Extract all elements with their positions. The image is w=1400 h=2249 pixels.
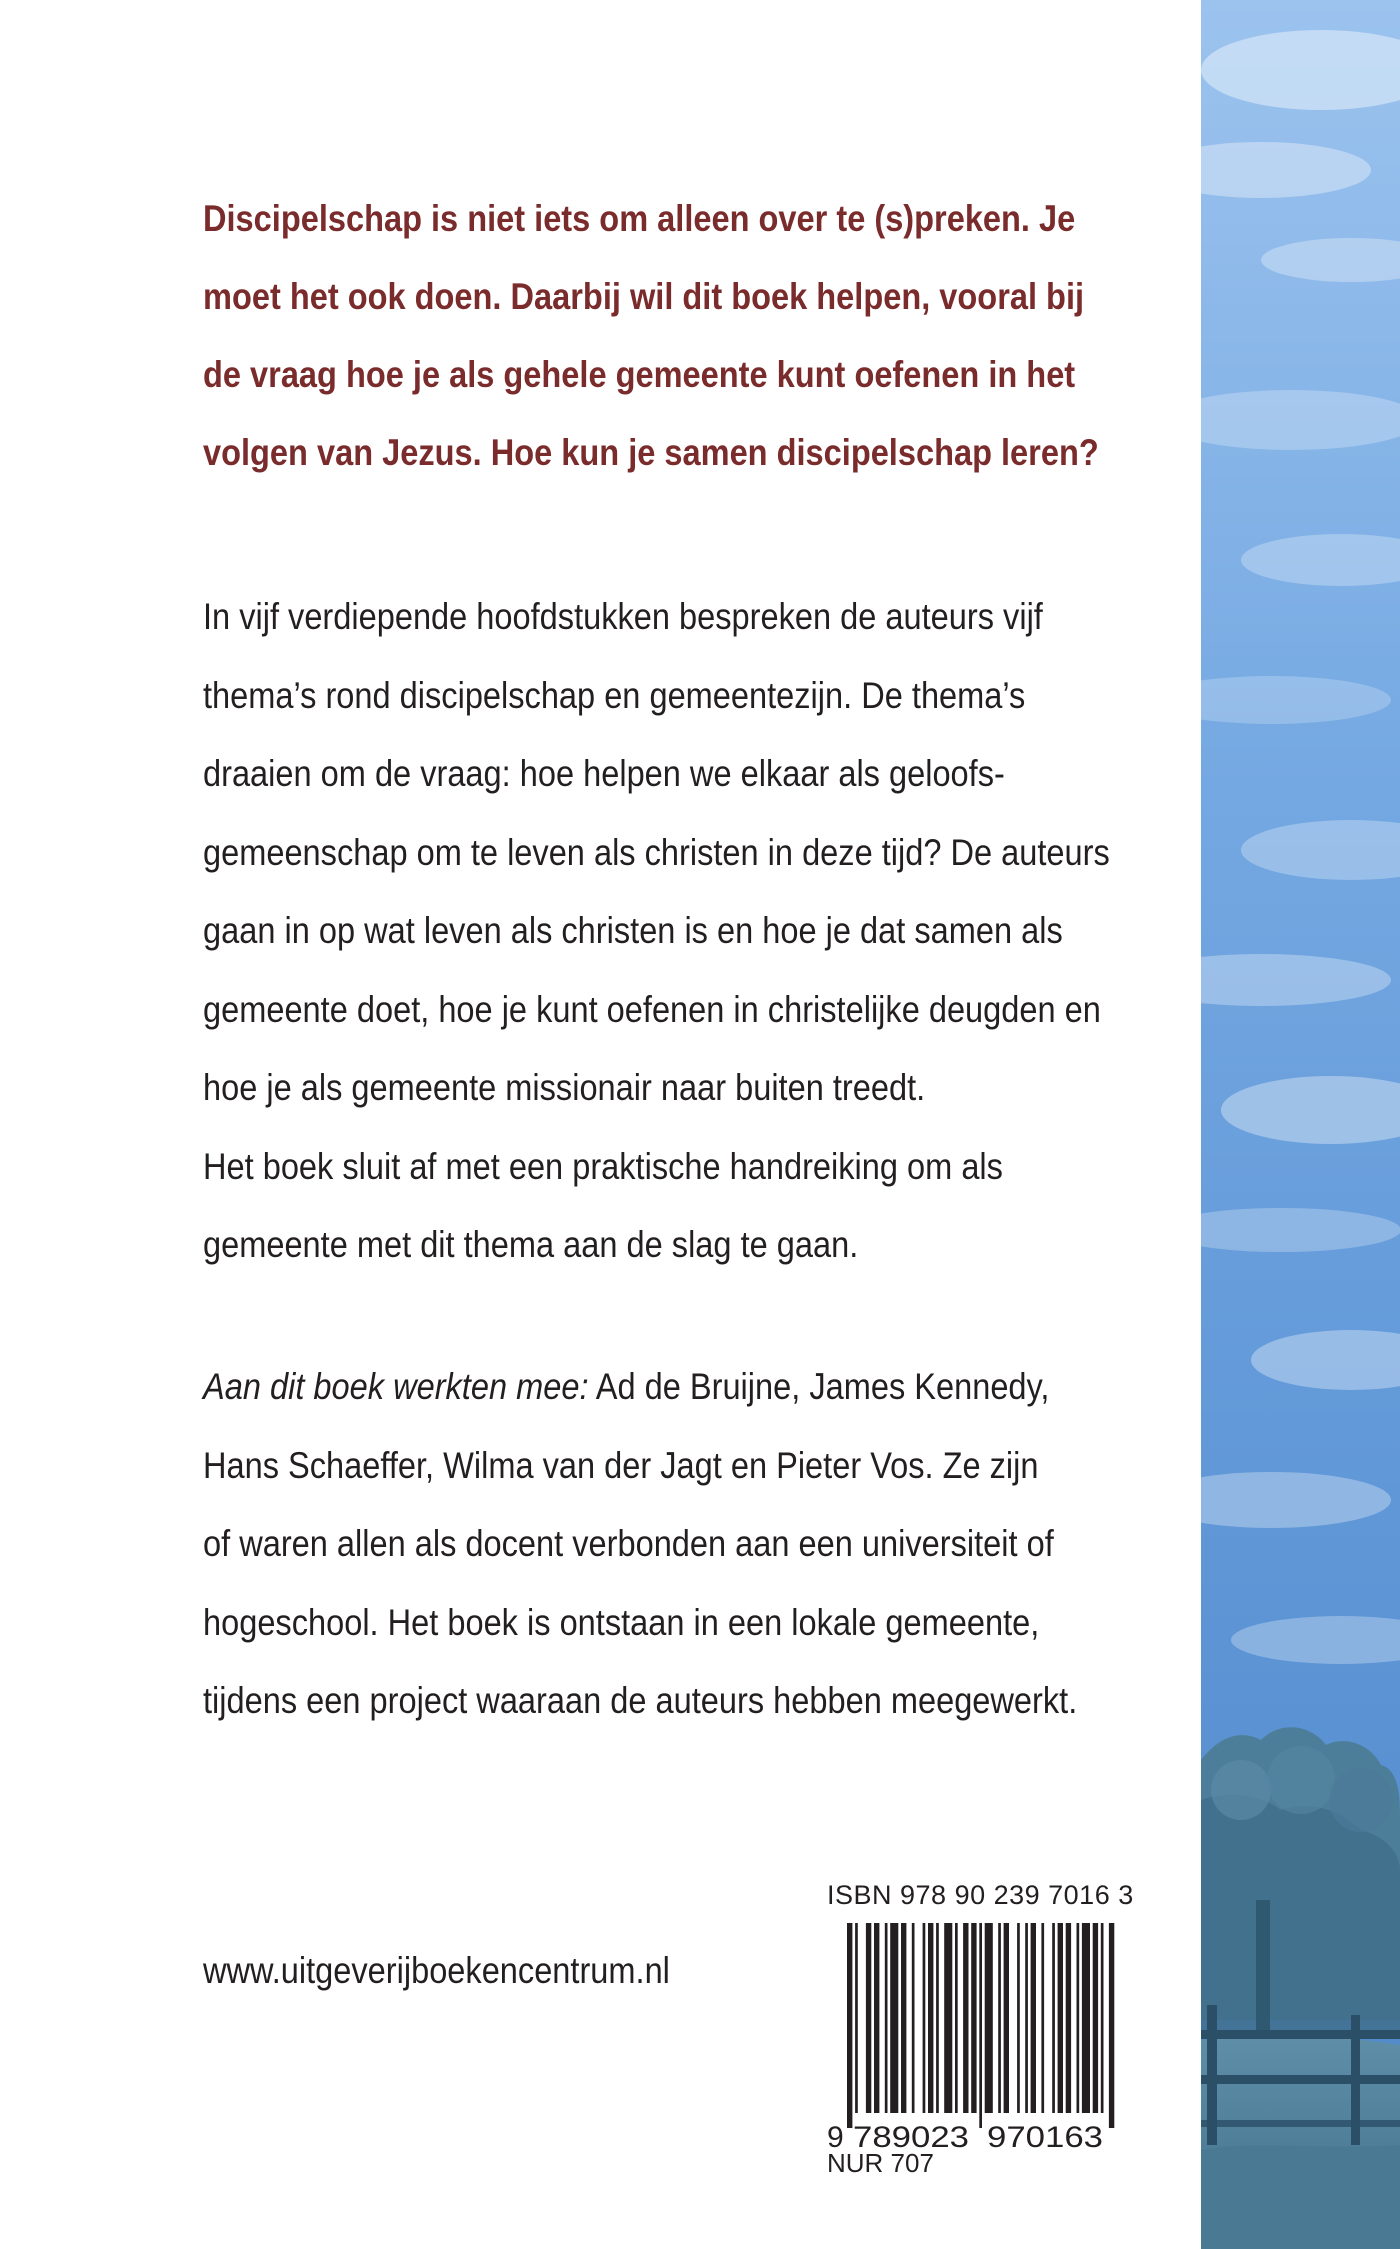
barcode-bar — [1082, 1923, 1090, 2113]
barcode-bar — [998, 1923, 1001, 2113]
barcode-bar — [1066, 1923, 1071, 2113]
barcode-bar — [963, 1923, 968, 2113]
intro-paragraph — [203, 180, 1162, 492]
barcode-bar — [1031, 1923, 1036, 2113]
barcode-bar — [912, 1923, 915, 2113]
barcode-bar — [979, 1923, 982, 2128]
description-line: In vijf verdiepende hoofdstukken bespreken de auteurs vijf — [203, 596, 1043, 637]
description-line: draaien om de vraag: hoe helpen we elkaar als geloofs- — [203, 753, 1005, 794]
barcode-bar — [971, 1923, 976, 2113]
description-line: Het boek sluit af met een praktische handreiking om als — [203, 1145, 1003, 1187]
back-cover-text — [203, 180, 1163, 1721]
isbn-label: ISBN 978 90 239 7016 3 — [827, 1880, 1134, 1910]
barcode-bar — [936, 1923, 939, 2113]
description-line: hoe je als gemeente missionair naar buiten treedt. — [203, 1067, 926, 1108]
contributors-line: of waren allen als docent verbonden aan een universiteit of — [203, 1523, 1054, 1564]
barcode-bar — [1052, 1923, 1055, 2113]
barcode-first-digit: 9 — [827, 2121, 844, 2151]
intro-line: volgen van Jezus. Hoe kun je samen discipelschap leren? — [203, 432, 1099, 473]
intro-line: Discipelschap is niet iets om alleen over te (s)preken. Je — [203, 198, 1076, 239]
barcode-bar — [1109, 1923, 1114, 2128]
barcode-digits-right: 970163 — [987, 2121, 1103, 2151]
barcode-bar — [1004, 1923, 1009, 2113]
barcode-bar — [855, 1923, 858, 2113]
barcode-bar — [890, 1923, 898, 2113]
barcode-bar — [1093, 1923, 1098, 2113]
barcode-bar — [1077, 1923, 1080, 2113]
barcode-bar — [874, 1923, 879, 2113]
contributors-line: hogeschool. Het boek is ontstaan in een lokale gemeente, — [203, 1601, 1040, 1643]
nur-code: NUR 707 — [827, 2148, 934, 2178]
barcode-bar — [955, 1923, 958, 2113]
description-line: gemeenschap om te leven als christen in deze tijd? De auteurs — [203, 831, 1110, 873]
barcode-bar — [866, 1923, 871, 2113]
barcode-bar — [847, 1923, 852, 2128]
ean-barcode — [827, 1923, 1127, 2151]
description-line: gemeente doet, hoe je kunt oefenen in christelijke deugden en — [203, 988, 1101, 1030]
barcode-digits-left: 789023 — [853, 2121, 969, 2151]
description-line: gaan in op wat leven als christen is en hoe je dat samen als — [203, 910, 1063, 951]
publisher-website: www.uitgeverijboekencentrum.nl — [203, 1950, 670, 1991]
barcode-bar — [928, 1923, 933, 2113]
intro-line: de vraag hoe je als gehele gemeente kunt oefenen in het — [203, 354, 1076, 395]
description-paragraph — [203, 578, 1162, 1285]
contributors-paragraph — [203, 1348, 1162, 1741]
barcode-bar — [1017, 1923, 1020, 2113]
contributors-label: Aan dit boek werkten mee: — [203, 1366, 589, 1407]
barcode-bar — [923, 1923, 926, 2113]
barcode-bar — [1025, 1923, 1028, 2113]
barcode-bar — [901, 1923, 906, 2113]
description-line: thema’s rond discipelschap en gemeentezijn. De thema’s — [203, 674, 1026, 716]
intro-line: moet het ook doen. Daarbij wil dit boek helpen, vooral bij — [203, 276, 1085, 317]
barcode-bar — [985, 1923, 993, 2113]
contributors-line: Ad de Bruijne, James Kennedy, — [588, 1366, 1050, 1407]
contributors-line: Hans Schaeffer, Wilma van der Jagt en Pieter Vos. Ze zijn — [203, 1444, 1039, 1486]
sky-landscape-illustration — [1201, 0, 1400, 2249]
barcode-bar — [1058, 1923, 1063, 2113]
barcode-bar — [944, 1923, 952, 2113]
description-line: gemeente met dit thema aan de slag te gaan. — [203, 1224, 859, 1265]
barcode-bar — [1041, 1923, 1044, 2113]
contributors-line: tijdens een project waaraan de auteurs hebben meegewerkt. — [203, 1680, 1078, 1721]
barcode-bar — [1101, 1923, 1104, 2113]
barcode-bar — [885, 1923, 888, 2113]
